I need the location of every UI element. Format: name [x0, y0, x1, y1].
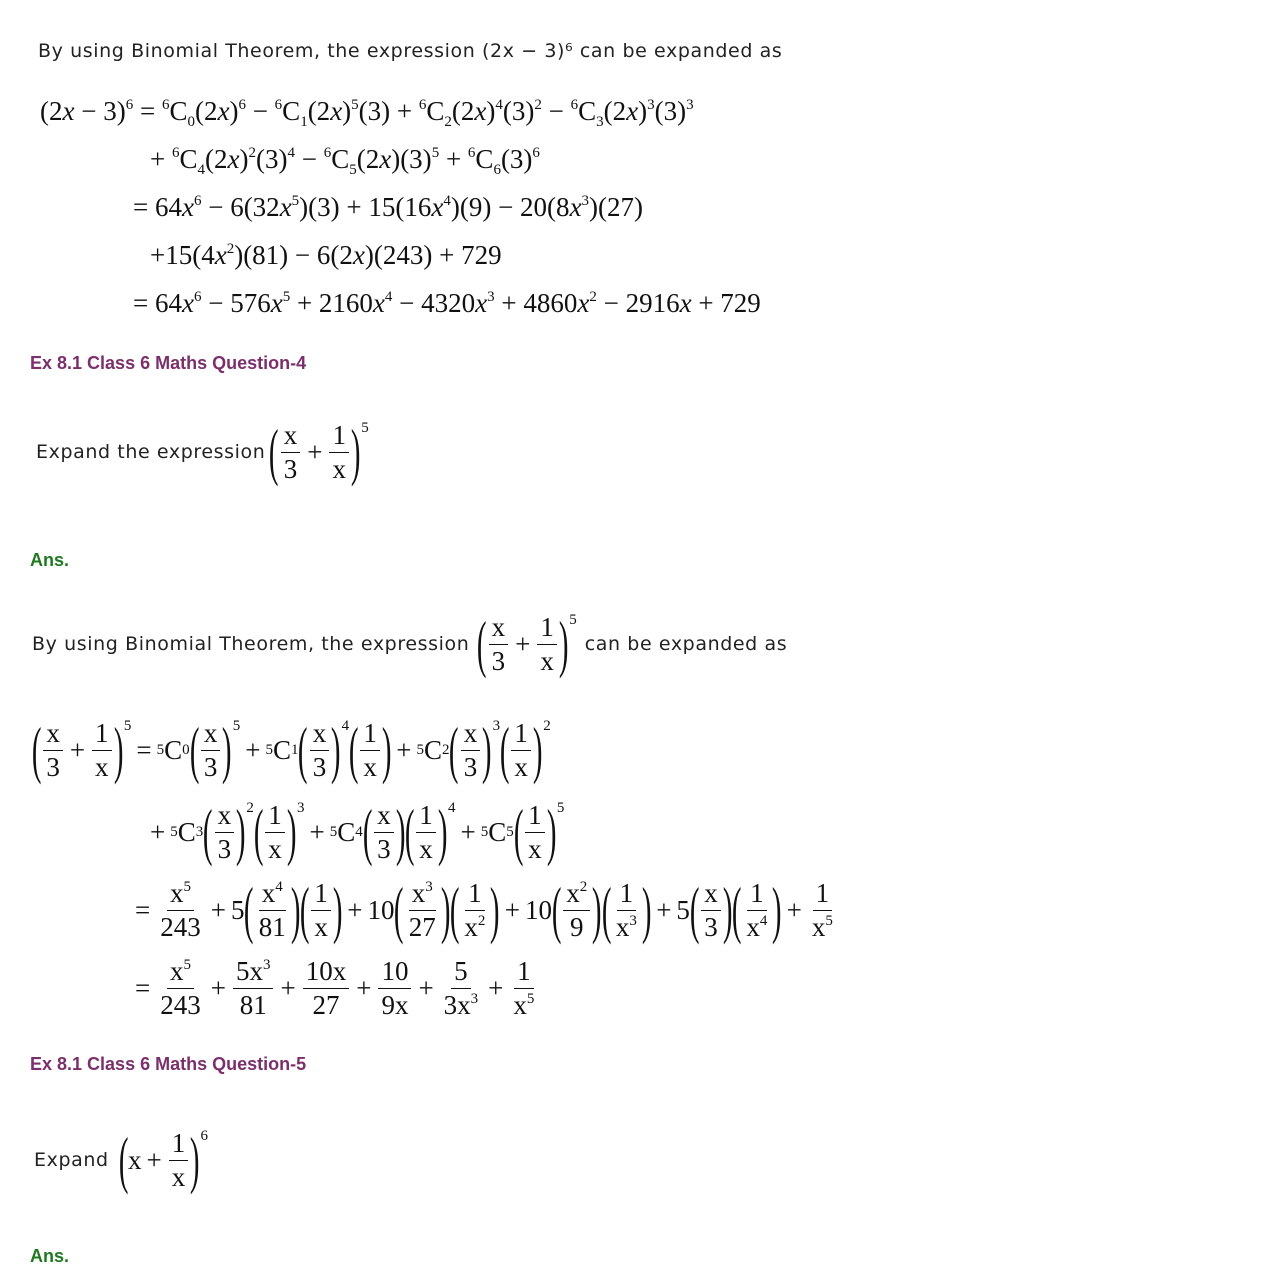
question-5-answer-label: Ans.: [30, 1246, 70, 1266]
intro-text-q3: By using Binomial Theorem, the expression (2x − 3)⁶ can be expanded as: [38, 40, 783, 62]
question-4-prompt-text: Expand the expression: [36, 441, 266, 463]
equation-line-3: = $64x^6 - 6(32x^5)(3) + 15(16x^4)(9) - 20(8x^3)(27)$: [133, 192, 644, 222]
question-5-heading: Ex 8.1 Class 6 Maths Question-5: [30, 1054, 307, 1074]
expansion-line-4: = $\frac{x^5}{243}$ + $\frac{5x^3}{81}$ + $\frac{10x}{27}$ + $\frac{10}{9x}$ + $\frac{5}{3x^3}$ + $\frac{1}{x^5}$: [135, 956, 535, 1020]
question-4-prompt: [36, 416, 369, 487]
question-5-prompt: [34, 1124, 209, 1195]
expansion-line-3: = $\frac{x^5}{243}$ + 5 ( $\frac{x^4}{81}$ ) ( $\frac{1}{x}$ ) + 10 ( $\frac{x^3}{27}$ ) ( $\frac{1}{x^2}$ ) + 10 ( $\frac{x^2}{9}$ ) ( $\frac{1}{x^3}$ ) + 5 ( $\frac{x}{3}$ ) ( $\frac{1}{x^4}$ ) + $\frac{1}{x^5}$: [135, 874, 833, 945]
question-4-intro-after: can be expanded as: [584, 633, 788, 655]
equation-line-2: + $^6C_4(2x)^2(3)^4 - ^6C_5(2x)(3)^5 + ^6C_6(3)^6$: [150, 144, 540, 178]
question-4-intro-before: By using Binomial Theorem, the expression: [32, 633, 470, 655]
question-4-answer-label: Ans.: [30, 550, 70, 570]
equation-line-1: $(2x - 3)^6 = ^6C_0(2x)^6 - ^6C_1(2x)^5(3) + ^6C_2(2x)^4(3)^2 - ^6C_3(2x)^3(3)^3$: [40, 96, 694, 130]
expansion-line-2: + 5 C 3 ( $\frac{x}{3}$ ) 2 ( $\frac{1}{x}$ ) 3 + 5 C 4 ( $\frac{x}{3}$ ) ( $\frac{1}{x}$ ) 4 + 5 C 5 ( $\frac{1}{x}$ ) 5: [150, 796, 565, 867]
expansion-line-1: ( $\frac{x}{3}$ + $\frac{1}{x}$ ) 5 = 5 C 0 ( $\frac{x}{3}$ ) 5 + 5 C 1 ( $\frac{x}{3}$ ) 4 ( $\frac{1}{x}$ ) + 5 C 2 ( $\frac{x}{3}$ ) 3 ( $\frac{1}{x}$ ) 2: [31, 714, 551, 785]
question-4-intro-expression: ( $\frac{x}{3}$ + $\frac{1}{x}$ ) 5: [477, 608, 577, 679]
question-5-prompt-text: Expand: [34, 1149, 109, 1171]
question-5-expression: ( x + $\frac{1}{x}$ ) 6: [118, 1124, 209, 1195]
question-4-heading: Ex 8.1 Class 6 Maths Question-4: [30, 353, 307, 373]
equation-line-5: = $64x^6 - 576x^5 + 2160x^4 - 4320x^3 + 4860x^2 - 2916x + 729$: [133, 288, 761, 318]
question-4-intro: [32, 608, 788, 679]
equation-line-4: $+15(4x^2)(81) - 6(2x)(243) + 729$: [150, 240, 502, 270]
question-4-expression: ( $\frac{x}{3}$ + $\frac{1}{x}$ ) 5: [269, 416, 369, 487]
